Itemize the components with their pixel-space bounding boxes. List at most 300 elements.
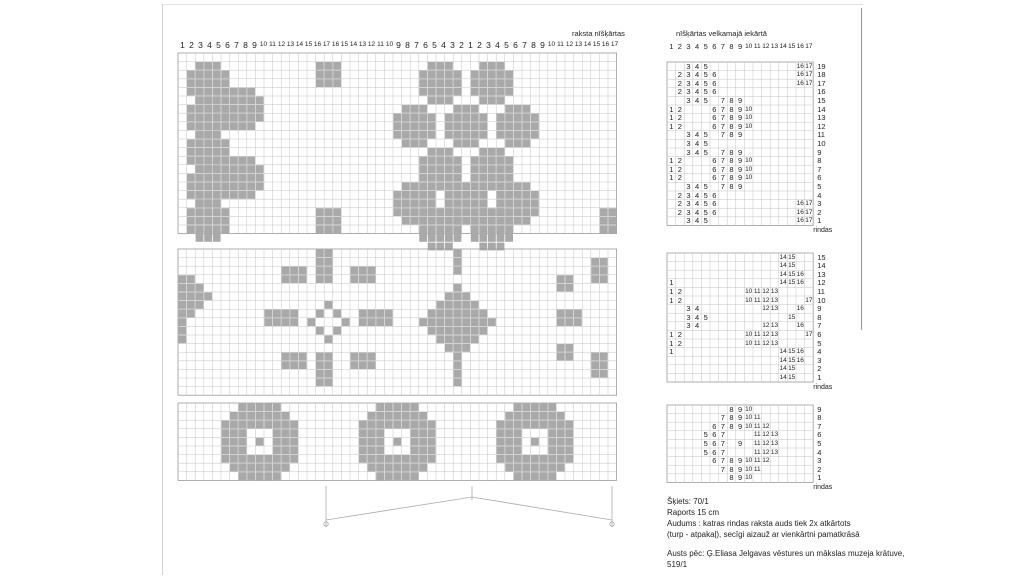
threading-cell-number: 5 xyxy=(703,147,708,157)
threading-cell-number: 8 xyxy=(729,164,734,174)
threading-cell-number: 13 xyxy=(770,296,779,304)
threading-cell-number: 7 xyxy=(720,464,725,474)
threading-cell-number: 14 xyxy=(779,262,787,270)
threading-number: 9 xyxy=(396,40,401,50)
threading-cell-number: 7 xyxy=(720,438,725,448)
threading-cell-number: 2 xyxy=(677,286,682,296)
threading-cell-number: 8 xyxy=(729,156,734,166)
threading-cell-number: 6 xyxy=(712,456,717,466)
threading-cell-number: 10 xyxy=(745,105,753,113)
threading-number: 14 xyxy=(349,41,358,48)
threading-cell-number: 3 xyxy=(686,87,691,97)
row-number: 5 xyxy=(817,338,822,348)
threading-cell-number: 9 xyxy=(738,181,743,191)
threading-cell-number: 11 xyxy=(753,448,761,456)
threading-cell-number: 6 xyxy=(712,70,717,80)
table-column-number: 2 xyxy=(677,42,682,51)
threading-cell-number: 14 xyxy=(779,356,787,364)
row-number: 14 xyxy=(817,261,826,271)
threading-cell-number: 2 xyxy=(677,113,682,123)
threading-cell-number: 7 xyxy=(720,447,725,457)
threading-cell-number: 7 xyxy=(720,164,725,174)
threading-number: 13 xyxy=(286,41,295,48)
threading-cell-number: 15 xyxy=(788,373,796,381)
threading-cell-number: 4 xyxy=(695,70,700,80)
threading-number: 7 xyxy=(522,40,527,50)
row-number: 6 xyxy=(817,430,822,440)
threading-cell-number: 11 xyxy=(753,465,761,473)
table-column-number: 9 xyxy=(738,42,743,51)
threading-cell-number: 15 xyxy=(788,348,796,356)
threading-cell-number: 14 xyxy=(779,365,787,373)
threading-cell-number: 4 xyxy=(695,138,700,148)
threading-cell-number: 7 xyxy=(720,104,725,114)
row-number: 13 xyxy=(817,269,826,279)
threading-cell-number: 4 xyxy=(695,312,700,322)
threading-cell-number: 9 xyxy=(738,421,743,431)
threading-number: 11 xyxy=(269,41,276,48)
threading-number: 8 xyxy=(243,40,248,50)
threading-number: 12 xyxy=(367,41,376,48)
threading-cell-number: 3 xyxy=(686,304,691,314)
row-number: 11 xyxy=(817,130,825,140)
threading-cell-number: 16 xyxy=(796,270,804,278)
threading-number: 4 xyxy=(207,40,212,50)
threading-number: 15 xyxy=(304,41,313,48)
row-number: 12 xyxy=(817,121,826,131)
threading-cell-number: 1 xyxy=(669,121,674,131)
threading-number: 5 xyxy=(216,40,221,50)
threading-cell-number: 2 xyxy=(677,190,682,200)
threading-number: 5 xyxy=(432,40,437,50)
threading-cell-number: 7 xyxy=(720,156,725,166)
threading-cell-number: 9 xyxy=(738,404,743,414)
row-number: 8 xyxy=(817,156,822,166)
threading-cell-number: 5 xyxy=(703,87,708,97)
threading-number: 1 xyxy=(180,40,185,50)
threading-number: 8 xyxy=(531,40,536,50)
threading-cell-number: 12 xyxy=(762,457,770,465)
threading-cell-number: 17 xyxy=(805,296,813,304)
threading-cell-number: 4 xyxy=(695,181,700,191)
threading-cell-number: 4 xyxy=(695,216,700,226)
threading-cell-number: 10 xyxy=(745,165,753,173)
threading-cell-number: 16 xyxy=(796,79,804,87)
threading-cell-number: 8 xyxy=(729,104,734,114)
threading-cell-number: 4 xyxy=(695,321,700,331)
row-number: 14 xyxy=(817,104,826,114)
table-column-number: 16 xyxy=(796,43,804,50)
threading-number: 16 xyxy=(331,41,340,48)
threading-cell-number: 9 xyxy=(738,113,743,123)
info-line-reed: Šķiets: 70/1 xyxy=(667,497,709,506)
threading-cell-number: 11 xyxy=(753,457,761,465)
threading-cell-number: 1 xyxy=(669,329,674,339)
threading-cell-number: 1 xyxy=(669,338,674,348)
threading-cell-number: 12 xyxy=(762,448,770,456)
threading-cell-number: 6 xyxy=(712,430,717,440)
threading-cell-number: 2 xyxy=(677,199,682,209)
threading-cell-number: 12 xyxy=(762,287,770,295)
threading-cell-number: 11 xyxy=(753,339,761,347)
threading-number: 2 xyxy=(477,40,482,50)
threading-cell-number: 10 xyxy=(745,174,753,182)
threading-cell-number: 5 xyxy=(703,430,708,440)
threading-cell-number: 12 xyxy=(762,330,770,338)
threading-cell-number: 7 xyxy=(720,130,725,140)
threading-cell-number: 3 xyxy=(686,199,691,209)
threading-cell-number: 12 xyxy=(762,339,770,347)
threading-cell-number: 10 xyxy=(745,157,753,165)
threading-cell-number: 4 xyxy=(695,87,700,97)
row-number: 15 xyxy=(817,252,826,262)
threading-cell-number: 8 xyxy=(729,181,734,191)
threading-cell-number: 2 xyxy=(677,338,682,348)
threading-cell-number: 9 xyxy=(738,147,743,157)
threading-cell-number: 13 xyxy=(770,287,779,295)
row-number: 1 xyxy=(817,216,822,226)
threading-number: 6 xyxy=(423,40,428,50)
table-column-number: 10 xyxy=(745,43,753,50)
threading-cell-number: 6 xyxy=(712,113,717,123)
threading-cell-number: 9 xyxy=(738,438,743,448)
threading-cell-number: 1 xyxy=(669,156,674,166)
threading-number: 12 xyxy=(277,41,286,48)
row-number: 8 xyxy=(817,312,822,322)
threading-cell-number: 15 xyxy=(788,279,796,287)
info-line-repeat: Raports 15 cm xyxy=(667,508,720,517)
table-column-number: 12 xyxy=(762,43,770,50)
threading-cell-number: 6 xyxy=(712,173,717,183)
table-column-number: 7 xyxy=(720,42,725,51)
threading-cell-number: 2 xyxy=(677,104,682,114)
threading-cell-number: 11 xyxy=(753,414,761,422)
threading-cell-number: 1 xyxy=(669,347,674,357)
threading-cell-number: 5 xyxy=(703,138,708,148)
threading-cell-number: 12 xyxy=(762,422,770,430)
threading-cell-number: 3 xyxy=(686,190,691,200)
threading-cell-number: 8 xyxy=(729,413,734,423)
threading-number: 5 xyxy=(504,40,509,50)
threading-cell-number: 13 xyxy=(770,448,779,456)
threading-cell-number: 15 xyxy=(788,253,796,261)
info-line-fabric-2: (turp - atpakaļ), secīgi aizauž ar vienkārtni pamatkrāsā xyxy=(667,530,860,539)
threading-cell-number: 9 xyxy=(738,104,743,114)
threading-number: 6 xyxy=(513,40,518,50)
threading-cell-number: 9 xyxy=(738,173,743,183)
threading-number: 2 xyxy=(459,40,464,50)
threading-cell-number: 4 xyxy=(695,78,700,88)
threading-number: 6 xyxy=(225,40,230,50)
row-number: 5 xyxy=(817,438,822,448)
threading-number: 12 xyxy=(565,41,574,48)
threading-cell-number: 8 xyxy=(729,113,734,123)
threading-cell-number: 13 xyxy=(770,330,779,338)
threading-cell-number: 2 xyxy=(677,87,682,97)
threading-cell-number: 4 xyxy=(695,61,700,71)
threading-cell-number: 6 xyxy=(712,104,717,114)
threading-number: 1 xyxy=(468,40,473,50)
threading-cell-number: 16 xyxy=(796,279,804,287)
threading-cell-number: 2 xyxy=(677,78,682,88)
threading-cell-number: 10 xyxy=(745,474,753,482)
threading-cell-number: 3 xyxy=(686,138,691,148)
threading-cell-number: 10 xyxy=(745,465,753,473)
table-column-number: 5 xyxy=(703,42,708,51)
threading-cell-number: 15 xyxy=(788,313,796,321)
threading-cell-number: 17 xyxy=(805,330,813,338)
row-number: 7 xyxy=(817,321,822,331)
threading-cell-number: 7 xyxy=(720,113,725,123)
threading-cell-number: 2 xyxy=(677,156,682,166)
threading-cell-number: 5 xyxy=(703,61,708,71)
threading-cell-number: 16 xyxy=(796,200,804,208)
threading-cell-number: 9 xyxy=(738,413,743,423)
threading-number: 2 xyxy=(189,40,194,50)
threading-cell-number: 11 xyxy=(753,296,761,304)
threading-cell-number: 14 xyxy=(779,373,787,381)
threading-cell-number: 8 xyxy=(729,130,734,140)
threading-cell-number: 16 xyxy=(796,348,804,356)
threading-cell-number: 13 xyxy=(770,322,779,330)
threading-cell-number: 17 xyxy=(805,62,813,70)
threading-cell-number: 10 xyxy=(745,405,753,413)
threading-cell-number: 5 xyxy=(703,447,708,457)
row-number: 3 xyxy=(817,355,822,365)
threading-cell-number: 6 xyxy=(712,121,717,131)
threading-cell-number: 3 xyxy=(686,95,691,105)
threading-cell-number: 2 xyxy=(677,295,682,305)
threading-cell-number: 14 xyxy=(779,253,787,261)
threading-cell-number: 6 xyxy=(712,199,717,209)
threading-cell-number: 10 xyxy=(745,457,753,465)
threading-cell-number: 14 xyxy=(779,348,787,356)
threading-cell-number: 8 xyxy=(729,121,734,131)
threading-cell-number: 6 xyxy=(712,164,717,174)
threading-cell-number: 15 xyxy=(788,365,796,373)
threading-number: 17 xyxy=(322,41,331,48)
threading-cell-number: 3 xyxy=(686,312,691,322)
threading-cell-number: 6 xyxy=(712,207,717,217)
threading-number: 3 xyxy=(450,40,455,50)
table-column-number: 17 xyxy=(805,43,813,50)
threading-number: 3 xyxy=(198,40,203,50)
threading-number: 16 xyxy=(601,41,610,48)
threading-cell-number: 16 xyxy=(796,208,804,216)
row-number: 6 xyxy=(817,329,822,339)
threading-cell-number: 6 xyxy=(712,447,717,457)
threading-cell-number: 6 xyxy=(712,78,717,88)
row-number: 17 xyxy=(817,78,826,88)
threading-cell-number: 10 xyxy=(745,122,753,130)
threading-cell-number: 4 xyxy=(695,147,700,157)
threading-cell-number: 10 xyxy=(745,114,753,122)
row-number: 9 xyxy=(817,404,822,414)
threading-number: 15 xyxy=(592,41,601,48)
threading-cell-number: 8 xyxy=(729,147,734,157)
threading-cell-number: 14 xyxy=(779,270,787,278)
threading-cell-number: 11 xyxy=(753,431,761,439)
threading-cell-number: 8 xyxy=(729,95,734,105)
rows-label: rindas xyxy=(813,384,833,391)
threading-cell-number: 1 xyxy=(669,278,674,288)
info-line-source-2: 519/1 xyxy=(667,560,688,569)
row-number: 4 xyxy=(817,347,822,357)
threading-cell-number: 9 xyxy=(738,456,743,466)
threading-number: 16 xyxy=(313,41,322,48)
threading-cell-number: 15 xyxy=(788,270,796,278)
threading-cell-number: 7 xyxy=(720,147,725,157)
row-number: 1 xyxy=(817,473,822,483)
threading-number: 10 xyxy=(385,41,394,48)
threading-cell-number: 12 xyxy=(762,439,770,447)
threading-number: 9 xyxy=(252,40,257,50)
threading-number: 14 xyxy=(583,41,592,48)
table-column-number: 11 xyxy=(753,43,761,50)
threading-cell-number: 9 xyxy=(738,95,743,105)
threading-cell-number: 8 xyxy=(729,404,734,414)
threading-cell-number: 2 xyxy=(677,70,682,80)
threading-cell-number: 7 xyxy=(720,413,725,423)
threading-label: raksta nīšķārtas xyxy=(572,29,625,38)
threading-cell-number: 10 xyxy=(745,414,753,422)
threading-number: 10 xyxy=(259,41,268,48)
row-number: 2 xyxy=(817,464,822,474)
row-number: 9 xyxy=(817,147,822,157)
threading-cell-number: 17 xyxy=(805,208,813,216)
threading-cell-number: 8 xyxy=(729,173,734,183)
threading-cell-number: 7 xyxy=(720,121,725,131)
threading-cell-number: 9 xyxy=(738,473,743,483)
threading-cell-number: 4 xyxy=(695,190,700,200)
row-number: 13 xyxy=(817,113,826,123)
threading-cell-number: 2 xyxy=(677,121,682,131)
threading-cell-number: 16 xyxy=(796,71,804,79)
threading-cell-number: 12 xyxy=(762,305,770,313)
threading-cell-number: 11 xyxy=(753,287,761,295)
threading-cell-number: 1 xyxy=(669,173,674,183)
threading-number: 9 xyxy=(540,40,545,50)
threading-number: 3 xyxy=(486,40,491,50)
threading-cell-number: 15 xyxy=(788,262,796,270)
threading-number: 10 xyxy=(547,41,556,48)
threading-cell-number: 13 xyxy=(770,431,779,439)
threading-cell-number: 2 xyxy=(677,207,682,217)
threading-cell-number: 5 xyxy=(703,199,708,209)
threading-cell-number: 4 xyxy=(695,199,700,209)
threading-cell-number: 4 xyxy=(695,95,700,105)
threading-cell-number: 2 xyxy=(677,173,682,183)
threading-cell-number: 16 xyxy=(796,62,804,70)
threading-cell-number: 8 xyxy=(729,473,734,483)
threading-number: 8 xyxy=(405,40,410,50)
table-column-number: 14 xyxy=(779,43,787,50)
threading-cell-number: 3 xyxy=(686,207,691,217)
rows-label: rindas xyxy=(813,227,833,235)
threading-number: 13 xyxy=(358,41,367,48)
threading-cell-number: 7 xyxy=(720,95,725,105)
threading-cell-number: 9 xyxy=(738,164,743,174)
threading-cell-number: 3 xyxy=(686,78,691,88)
threading-cell-number: 12 xyxy=(762,431,770,439)
threading-cell-number: 3 xyxy=(686,321,691,331)
threading-cell-number: 3 xyxy=(686,70,691,80)
row-number: 4 xyxy=(817,190,822,200)
threading-number: 11 xyxy=(557,41,564,48)
rows-label: rindas xyxy=(813,484,833,492)
threading-number: 11 xyxy=(377,41,384,48)
threading-cell-number: 8 xyxy=(729,456,734,466)
row-number: 10 xyxy=(817,138,826,148)
threading-cell-number: 3 xyxy=(686,147,691,157)
row-number: 5 xyxy=(817,181,822,191)
threading-cell-number: 11 xyxy=(753,330,761,338)
info-line-source: Austs pēc: Ģ.Eliasa Jelgavas vēstures un mākslas muzeja krātuve, xyxy=(667,549,905,558)
row-number: 2 xyxy=(817,364,822,374)
threading-cell-number: 5 xyxy=(703,312,708,322)
threading-cell-number: 17 xyxy=(805,200,813,208)
table-column-number: 8 xyxy=(729,42,734,51)
threading-cell-number: 12 xyxy=(762,322,770,330)
threading-cell-number: 6 xyxy=(712,156,717,166)
threading-cell-number: 5 xyxy=(703,216,708,226)
threading-cell-number: 13 xyxy=(770,439,779,447)
threading-cell-number: 3 xyxy=(686,61,691,71)
threading-cell-number: 6 xyxy=(712,87,717,97)
threading-cell-number: 17 xyxy=(805,217,813,225)
row-number: 11 xyxy=(817,286,825,296)
threading-cell-number: 3 xyxy=(686,181,691,191)
threading-cell-number: 7 xyxy=(720,456,725,466)
threading-number: 17 xyxy=(610,41,619,48)
threading-cell-number: 9 xyxy=(738,121,743,131)
threading-cell-number: 2 xyxy=(677,329,682,339)
threading-number: 15 xyxy=(340,41,349,48)
threading-cell-number: 6 xyxy=(712,190,717,200)
threading-cell-number: 5 xyxy=(703,190,708,200)
threading-cell-number: 17 xyxy=(805,79,813,87)
threading-cell-number: 16 xyxy=(796,322,804,330)
row-number: 3 xyxy=(817,456,822,466)
row-number: 3 xyxy=(817,199,822,209)
table-column-number: 3 xyxy=(686,42,691,51)
threading-table-title: nīšķārtas velkamajā iekārtā xyxy=(676,29,767,38)
threading-cell-number: 13 xyxy=(770,339,779,347)
threading-cell-number: 15 xyxy=(788,356,796,364)
row-number: 19 xyxy=(817,61,826,71)
row-number: 7 xyxy=(817,421,822,431)
table-column-number: 13 xyxy=(770,43,779,50)
threading-cell-number: 4 xyxy=(695,130,700,140)
threading-cell-number: 12 xyxy=(762,296,770,304)
threading-cell-number: 1 xyxy=(669,295,674,305)
threading-cell-number: 9 xyxy=(738,464,743,474)
threading-cell-number: 1 xyxy=(669,286,674,296)
threading-cell-number: 14 xyxy=(779,279,787,287)
row-number: 12 xyxy=(817,278,826,288)
row-number: 10 xyxy=(817,295,826,305)
row-number: 7 xyxy=(817,164,822,174)
threading-cell-number: 5 xyxy=(703,130,708,140)
threading-number: 7 xyxy=(414,40,419,50)
threading-cell-number: 4 xyxy=(695,207,700,217)
info-line-fabric: Audums : katras rindas raksta auds tiek 2x atkārtots xyxy=(667,519,851,528)
threading-cell-number: 5 xyxy=(703,438,708,448)
threading-cell-number: 16 xyxy=(796,356,804,364)
row-number: 18 xyxy=(817,70,826,80)
threading-cell-number: 10 xyxy=(745,287,753,295)
threading-cell-number: 9 xyxy=(738,130,743,140)
